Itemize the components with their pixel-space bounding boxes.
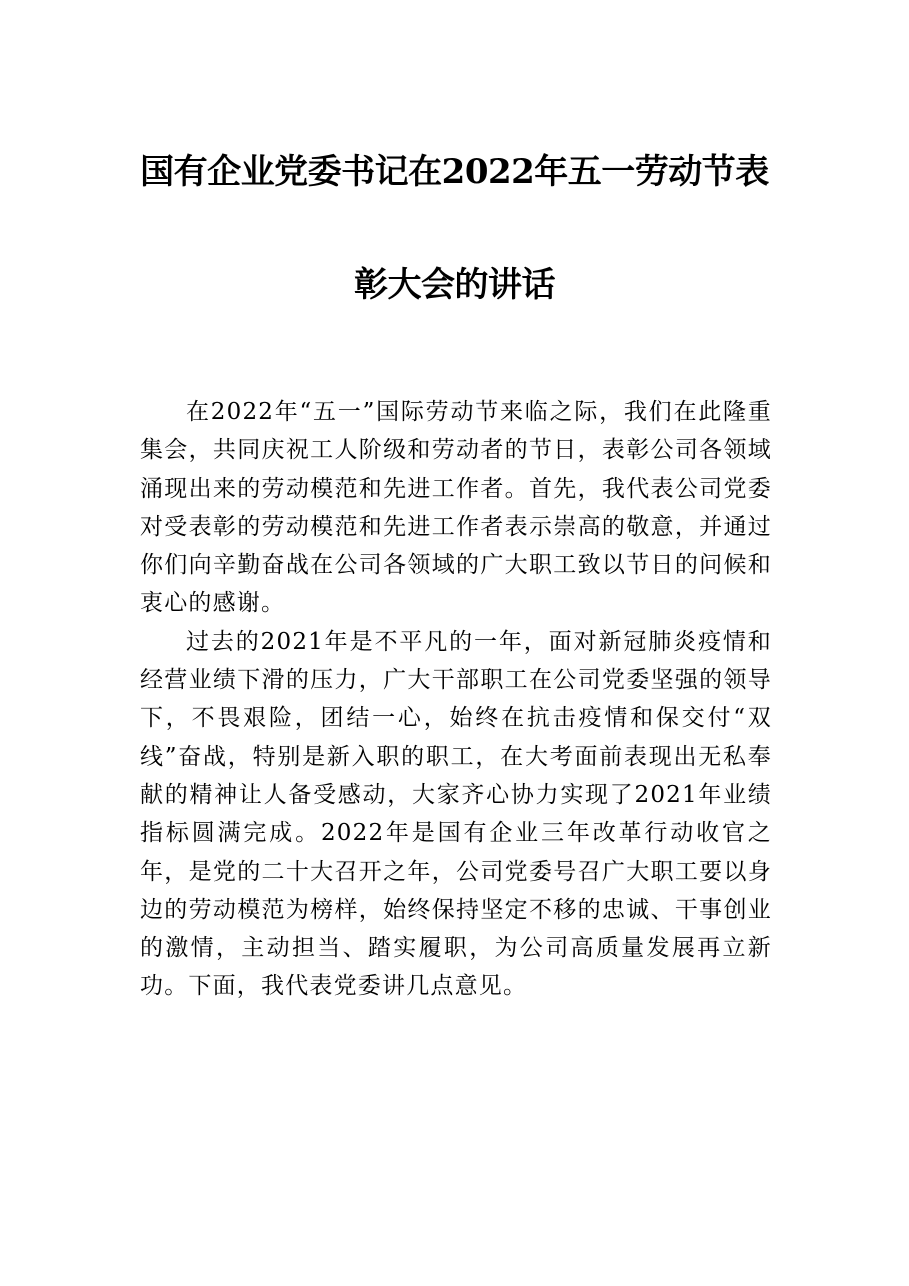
document-body bbox=[140, 393, 772, 1006]
body-paragraph-2: 过去的2021年是不平凡的一年，面对新冠肺炎疫情和经营业绩下滑的压力，广大干部职工在公司党委坚强的领导下，不畏艰险，团结一心，始终在抗击疫情和保交付“双线”奋战，特别是新入职的职工，在大考面前表现出无私奉献的精神让人备受感动，大家齐心协力实现了2021年业绩指标圆满完成。2022年是国有企业三年改革行动收官之年，是党的二十大召开之年，公司党委号召广大职工要以身边的劳动模范为榜样，始终保持坚定不移的忠诚、干事创业的激情，主动担当、踏实履职，为公司高质量发展再立新功。下面，我代表党委讲几点意见。 bbox=[140, 628, 772, 1000]
document-title-line-2: 彰大会的讲话 bbox=[354, 265, 555, 305]
document-title-line-1: 国有企业党委书记在2022年五一劳动节表 bbox=[140, 152, 769, 192]
body-paragraph-1: 在2022年“五一”国际劳动节来临之际，我们在此隆重集会，共同庆祝工人阶级和劳动者的节日，表彰公司各领域涌现出来的劳动模范和先进工作者。首先，我代表公司党委对受表彰的劳动模范和先进工作者表示崇高的敬意，并通过你们向辛勤奋战在公司各领域的广大职工致以节日的问候和衷心的感谢。 bbox=[140, 399, 772, 617]
